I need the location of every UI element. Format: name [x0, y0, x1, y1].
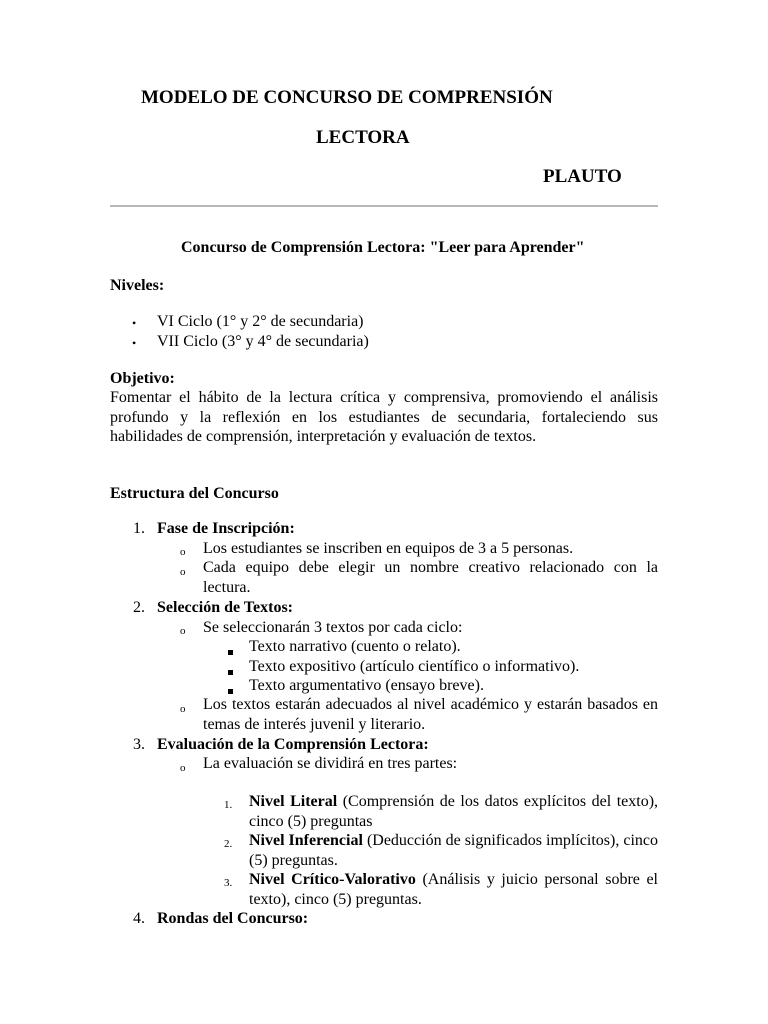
list-item: Cada equipo debe elegir un nombre creativo relacionado con la lectura. [203, 559, 658, 596]
doc-title-line1: MODELO DE CONCURSO DE COMPRENSIÓN [141, 87, 553, 108]
bullet-icon: • [132, 336, 137, 350]
level-number: 2. [224, 838, 233, 850]
section-title-rondas: Rondas del Concurso: [157, 910, 309, 927]
section-number: 2. [133, 599, 145, 616]
contest-subtitle: Concurso de Comprensión Lectora: "Leer para Aprender" [181, 239, 585, 256]
section-title-seleccion: Selección de Textos: [157, 599, 293, 616]
level-number: 1. [224, 799, 233, 811]
square-bullet-icon [228, 661, 233, 681]
level-item-inferencial [249, 831, 658, 870]
doc-title-line2: LECTORA [316, 127, 410, 148]
square-bullet-icon [228, 641, 233, 661]
level-name: Nivel Literal [249, 793, 338, 810]
section-number: 4. [133, 910, 145, 927]
level-name: Nivel Crítico-Valorativo [249, 871, 416, 888]
level-item-critico [249, 870, 658, 909]
horizontal-divider [110, 205, 658, 207]
niveles-heading: Niveles: [110, 277, 165, 294]
sub-list-item: Texto narrativo (cuento o relato). [249, 638, 461, 655]
list-item: Los estudiantes se inscriben en equipos de 3 a 5 personas. [203, 540, 574, 557]
section-number: 3. [133, 736, 145, 753]
circle-bullet-icon: o [180, 625, 186, 637]
list-item: La evaluación se dividirá en tres partes: [203, 755, 458, 772]
objetivo-paragraph: Fomentar el hábito de la lectura crítica y comprensiva, promoviendo el análisis profundo y la reflexión en los estudiantes de secundaria, fortaleciendo sus habilidades de comprensión, interpretación y evaluación de textos. [110, 389, 658, 445]
list-item: Los textos estarán adecuados al nivel académico y estarán basados en temas de interés juvenil y literario. [203, 696, 658, 733]
objetivo-heading: Objetivo: [110, 370, 175, 387]
circle-bullet-icon: o [180, 566, 186, 578]
estructura-heading: Estructura del Concurso [110, 485, 279, 502]
level-name: Nivel Inferencial [249, 832, 363, 849]
circle-bullet-icon: o [180, 546, 186, 558]
section-title-inscripcion: Fase de Inscripción: [157, 520, 295, 537]
level-desc: (Deducción de significados implícitos), cinco (5) preguntas. [249, 832, 659, 869]
sub-list-item: Texto expositivo (artículo científico o informativo). [249, 658, 580, 675]
circle-bullet-icon: o [180, 762, 186, 774]
section-title-evaluacion: Evaluación de la Comprensión Lectora: [157, 736, 429, 753]
level-item-literal [249, 792, 658, 831]
author-name: PLAUTO [543, 166, 622, 187]
level-desc: (Análisis y juicio personal sobre el texto), cinco (5) preguntas. [249, 871, 659, 908]
list-item: Se seleccionarán 3 textos por cada ciclo: [203, 619, 463, 636]
bullet-icon: • [132, 316, 137, 330]
section-number: 1. [133, 520, 145, 537]
nivel-item: VII Ciclo (3° y 4° de secundaria) [157, 333, 369, 350]
circle-bullet-icon: o [180, 703, 186, 715]
level-desc: (Comprensión de los datos explícitos del texto), cinco (5) preguntas [249, 793, 659, 830]
nivel-item: VI Ciclo (1° y 2° de secundaria) [157, 313, 364, 330]
level-number: 3. [224, 877, 233, 889]
sub-list-item: Texto argumentativo (ensayo breve). [249, 677, 484, 694]
